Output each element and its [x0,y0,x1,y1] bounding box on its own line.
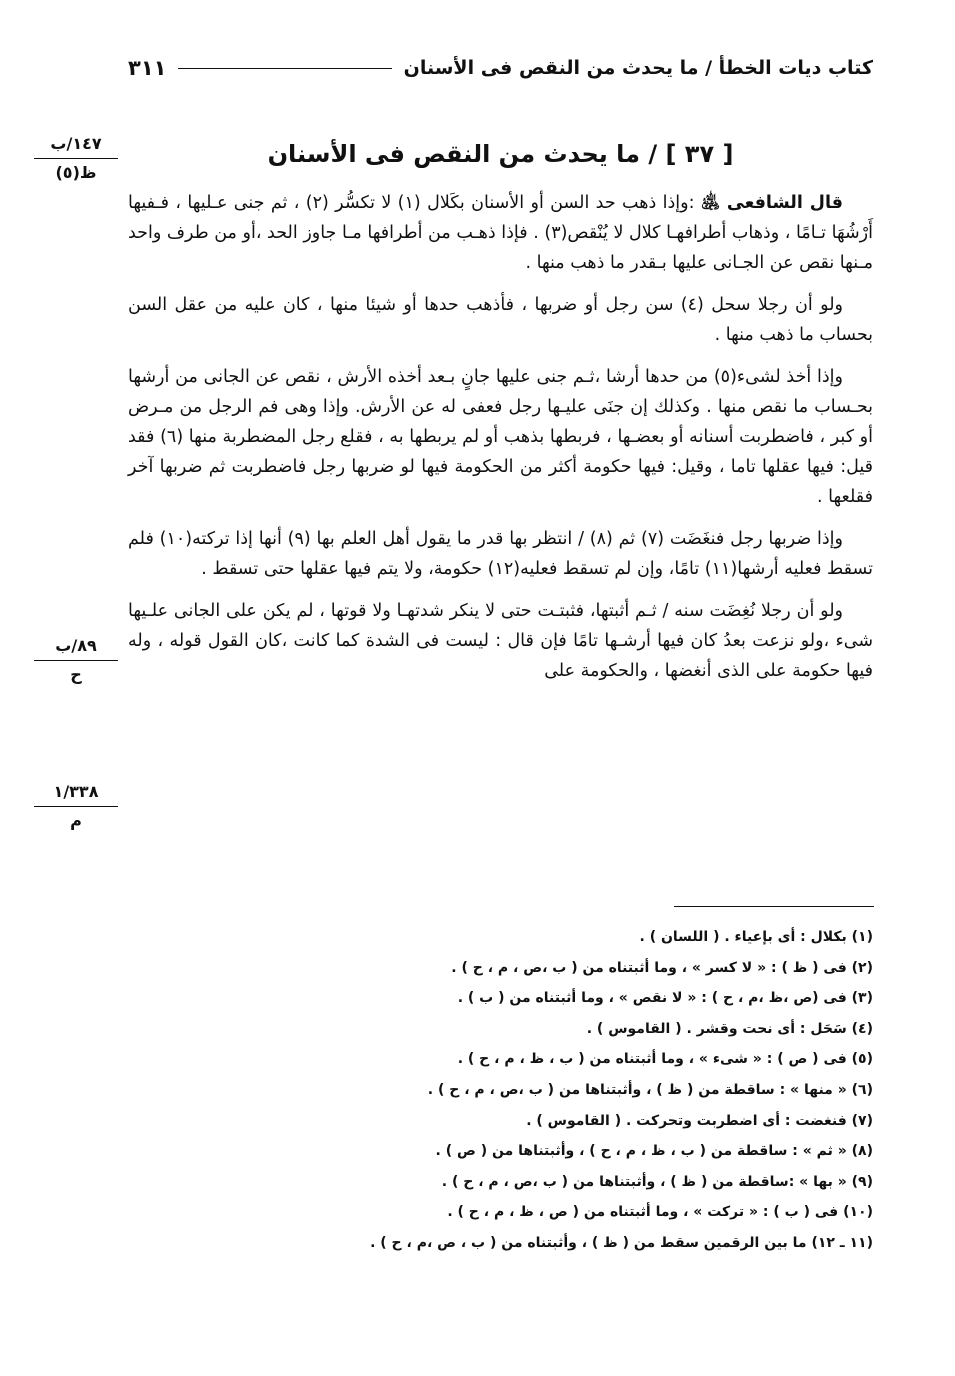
footnote: (١) بكلال : أى بإعياء . ( اللسان ) . [639,929,873,945]
margin-note-folio: ٨٩/ب [34,636,118,661]
footnote: (٦) « منها » : ساقطة من ( ظ ) ، وأثبتناها من ( ب ،ص ، م ، ح ) . [427,1081,873,1098]
footnote: (٥) فى ( ص ) : « شىء » ، وما أثبتناه من ( ب ، ظ ، م ، ح ) . [457,1051,873,1068]
footnote: (٤) سَحَل : أى نحت وقشر . ( القاموس ) . [586,1020,873,1037]
body-text [128,188,873,698]
speaker-label: قال الشافعى ﵁ [700,193,843,213]
margin-note-manuscript: م [70,811,82,830]
header-rule [178,68,391,69]
paragraph-text: :وإذا ذهب حد السن أو الأسنان بكَلال (١) لا تكسُّر (٢) ، ثم جنى عـليها ، فـفيها أَرْشُهَا تـامًا ، وذهاب أطرافهـا كلال لا يُنْقص(٣) . فإذا ذهـب من أطرافها مـا جاوز الحد ،أو من طرف واحد مـنها نقص عن الجـانى عليها بـقدر ما ذهب منها . [128,193,873,273]
footnote: (٨) « ثم » : ساقطة من ( ب ، ظ ، م ، ح ) ، وأثبتناها من ( ص ) . [435,1143,873,1160]
running-title: كتاب ديات الخطأ / ما يحدث من النقص فى الأسنان [403,57,873,79]
margin-note [34,134,118,183]
footnote: (٢) فى ( ظ ) : « لا كسر » ، وما أثبتناه من ( ب ،ص ، م ، ح ) . [451,959,873,976]
footnote: (١١ ـ ١٢) ما بين الرقمين سقط من ( ظ ) ، وأثبتناه من ( ب ، ص ،م ، ح ) . [370,1234,873,1251]
footnote-rule [674,906,874,907]
margin-note [34,782,118,831]
running-header [128,50,873,86]
margin-note-folio: ١/٣٣٨ [34,782,118,807]
footnotes [128,922,873,1259]
margin-note-folio: ١٤٧/ب [34,134,118,159]
page-number: ٣١١ [128,56,167,80]
footnote: (٧) فنغضت : أى اضطربت وتحركت . ( القاموس ) . [526,1112,873,1129]
paragraph: ولو أن رجلا سحل (٤) سن رجل أو ضربها ، فأذهب حدها أو شيئا منها ، كان عليه من عقل السن بحساب ما ذهب منها . [128,295,873,345]
margin-note-manuscript: ظ(٥) [55,163,97,182]
footnote: (٩) « بها » :ساقطة من ( ظ ) ، وأثبتناها من ( ب ،ص ، م ، ح ) . [441,1173,873,1190]
paragraph: وإذا ضربها رجل فنغَضَت (٧) ثم (٨) / انتظر بها قدر ما يقول أهل العلم بها (٩) أنها إذا تركته(١٠) فلم تسقط فعليه أرشها(١١) تامًا، وإن لم تسقط فعليه(١٢) حكومة، ولا يتم فيها عقلها حتى تسقط . [128,529,873,579]
paragraph: وإذا أخذ لشىء(٥) من حدها أرشا ،ثـم جنى عليها جانٍ بـعد أخذه الأرش ، نقص عن الجانى من أرشها بحـساب ما نقص منها . وكذلك إن جنَى عليـها رجل فعفى له عن الأرش. وإذا وهى فم الرجل من مـرض أو كبر ، فاضطربت أسنانه أو بعضـها ، فربطها بذهب أو لم يربطها به ، فقلع رجل المضطربة منها (٦) فقد قيل: فيها عقلها تاما ، وقيل: فيها حكومة أكثر من الحكومة فيها لو ضربها رجل فاضطربت ثم ضربها آخر فقلعها . [128,367,874,507]
footnote: (١٠) فى ( ب ) : « تركت » ، وما أثبتناه من ( ص ، ظ ، م ، ح ) . [447,1204,873,1221]
margin-note [34,636,118,685]
footnote: (٣) فى (ص ،ظ ،م ، ح ) : « لا نقص » ، وما أثبتناه من ( ب ) . [457,990,873,1007]
paragraph: ولو أن رجلا نُغِضَت سنه / ثـم أثبتها، فثبتـت حتى لا ينكر شدتهـا ولا قوتها ، لم يكن على الجانى علـيها شىء ،ولو نزعت بعدُ كان فيها أرشـها تامًا فإن قال : ليست فى الشدة كما كانت ،كان القول قوله ، وله فيها حكومة على الذى أنغضها ، والحكومة على [128,601,873,681]
paragraph [128,188,873,278]
chapter-title: [ ٣٧ ] / ما يحدث من النقص فى الأسنان [267,140,734,168]
margin-note-manuscript: ح [70,665,82,684]
